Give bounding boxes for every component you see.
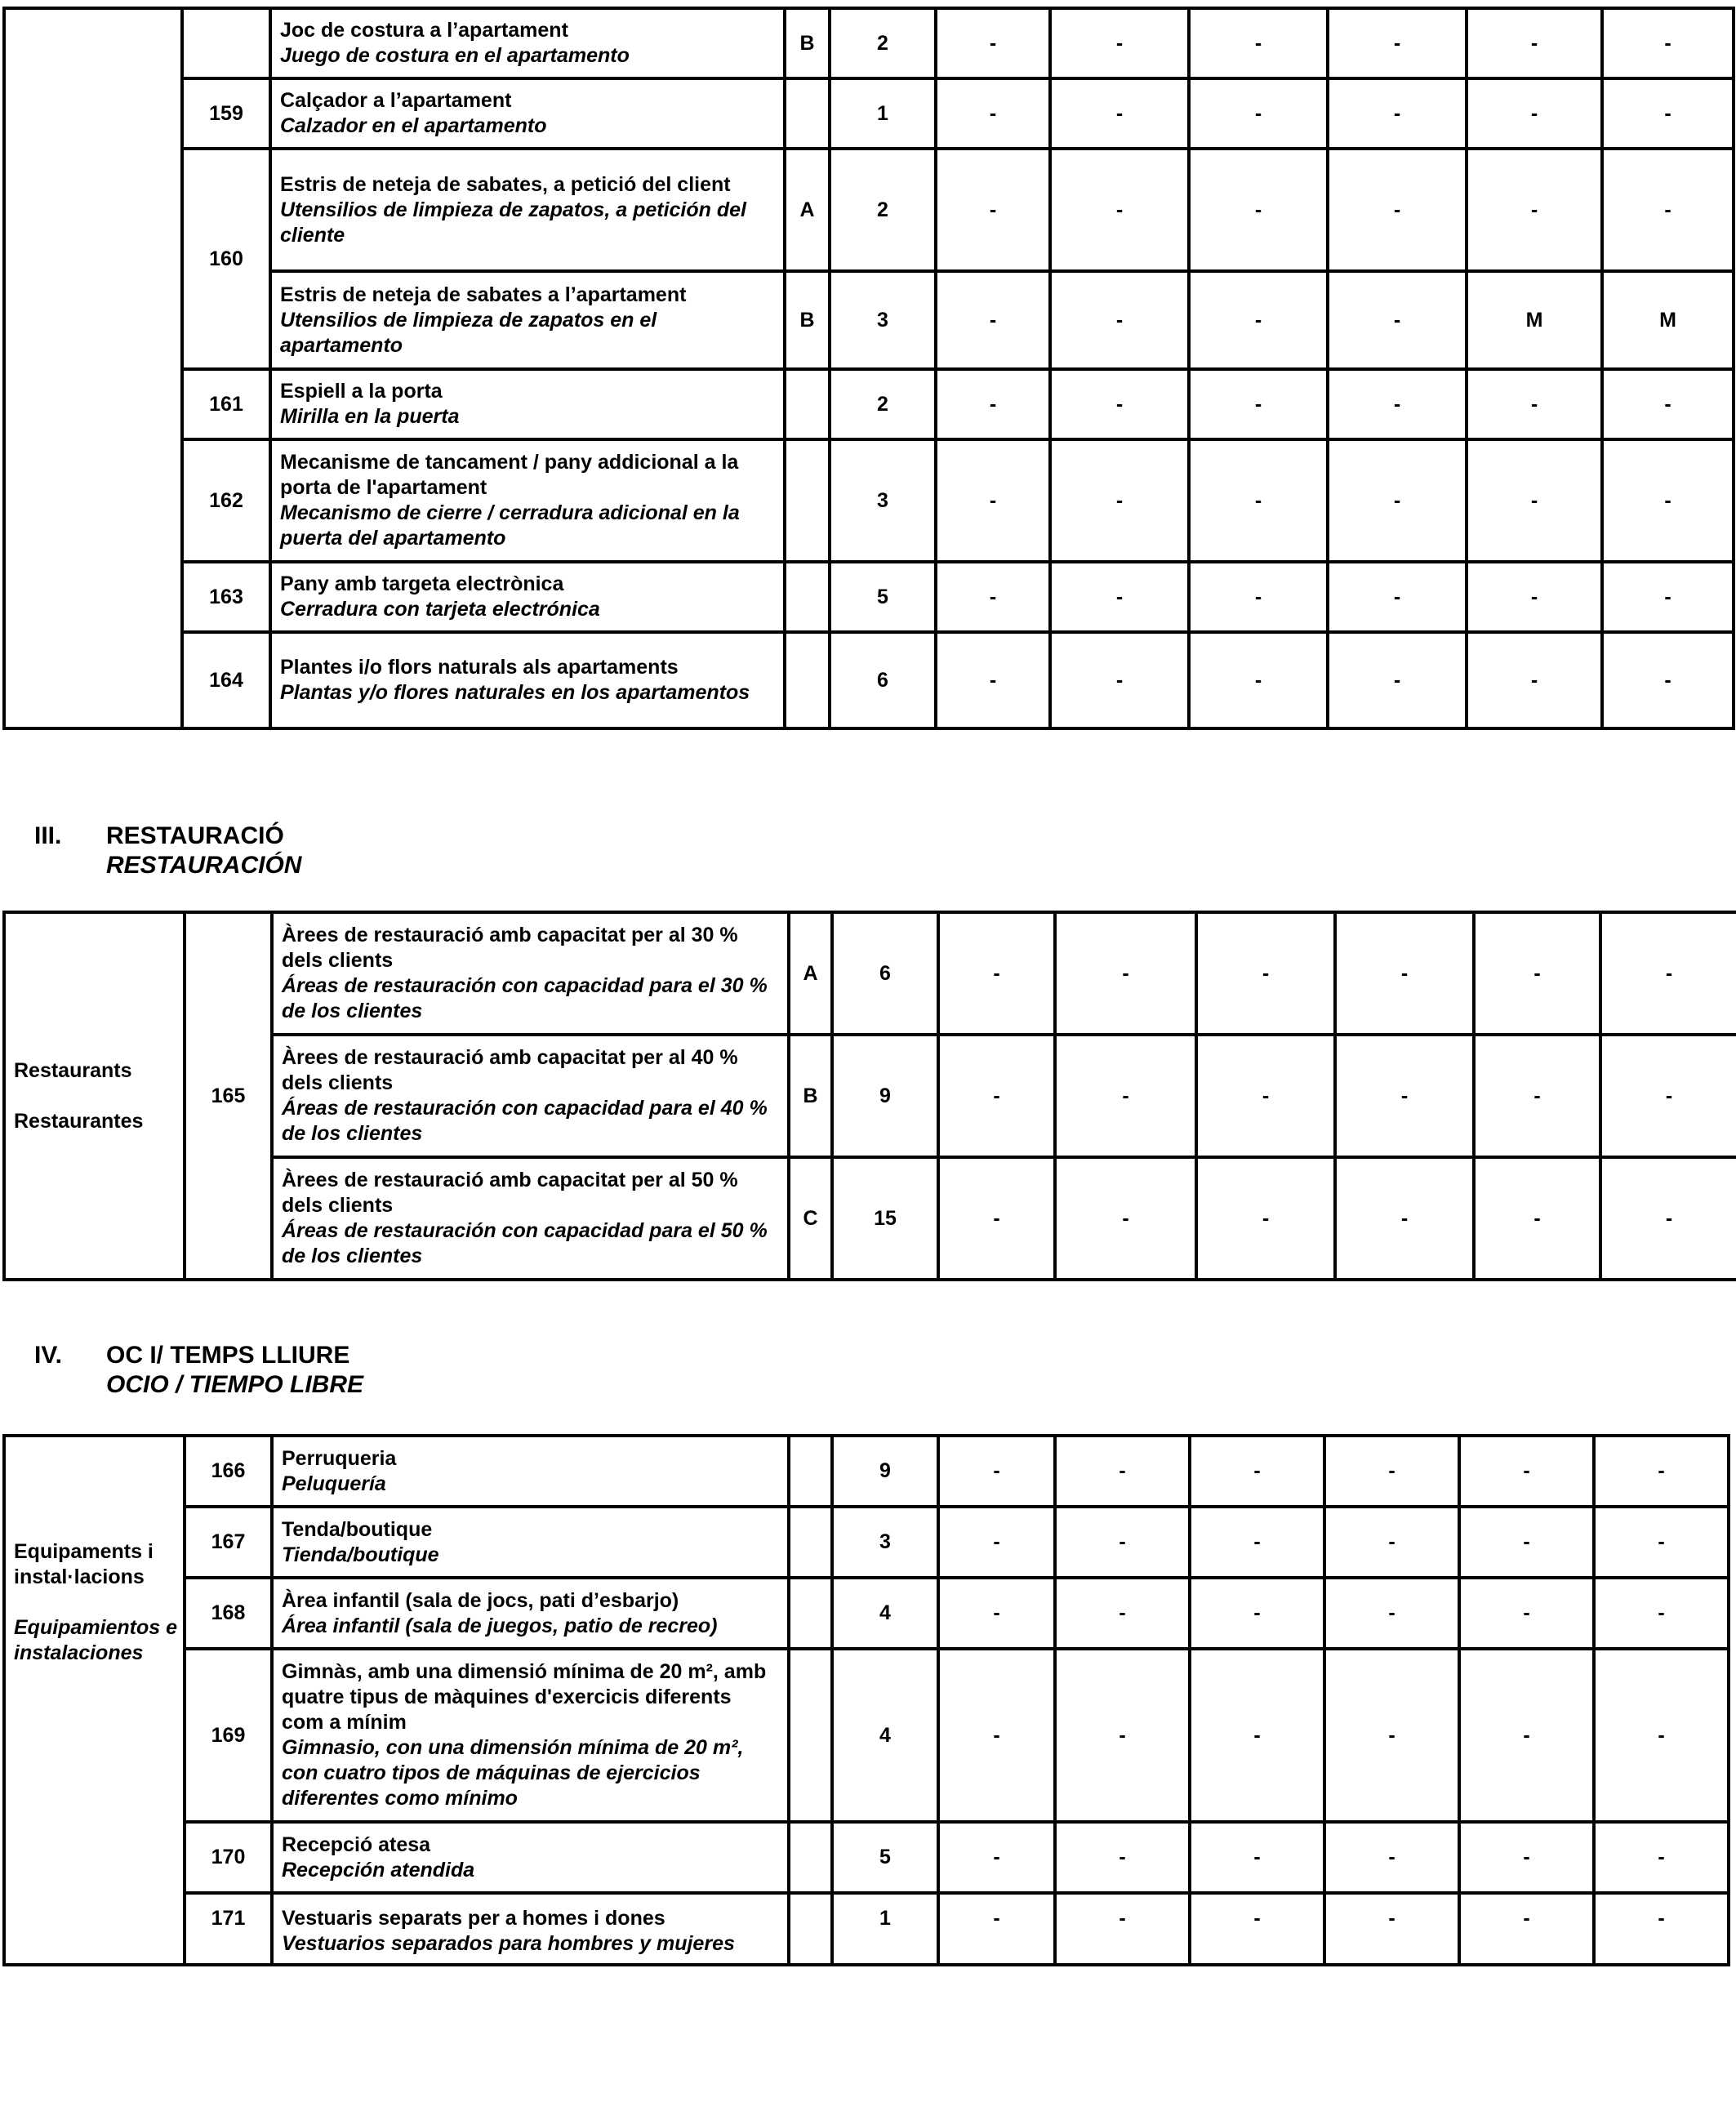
category-value: - [1594,1578,1729,1649]
option-letter [789,1578,832,1649]
description-ca: Plantes i/o flors naturals als apartaments [280,656,679,679]
option-letter [789,1649,832,1822]
category-value: - [1600,1035,1736,1157]
table-row [4,1822,1729,1893]
section-number: IV. [34,1342,62,1369]
category-value: - [1602,632,1734,728]
category-value: - [1189,271,1328,369]
item-description [270,78,785,149]
category-value: - [1467,369,1602,439]
category-cell-empty [4,8,182,728]
points-value: 5 [832,1822,938,1893]
category-value: - [1055,1578,1190,1649]
points-value: 9 [832,1436,938,1507]
item-description [272,1578,789,1649]
category-value: - [936,78,1050,149]
points-value: 3 [832,1507,938,1578]
item-number: 166 [185,1436,272,1507]
description-es: Vestuarios separados para hombres y mujeres [282,1932,735,1955]
description-ca: Vestuaris separats per a homes i dones [282,1907,665,1930]
category-value: - [1328,632,1467,728]
option-letter [789,1893,832,1965]
description-ca: Mecanisme de tancament / pany addicional a la porta de l'apartament [280,451,739,499]
table-row [4,1578,1729,1649]
category-value: - [1050,8,1189,78]
item-description [272,1507,789,1578]
category-value: - [1055,1157,1196,1280]
category-value: - [1190,1436,1324,1507]
category-value: - [1335,1157,1474,1280]
category-value: - [1050,271,1189,369]
category-value: - [1467,8,1602,78]
category-label-es: Restaurantes [14,1109,144,1133]
category-value: M [1602,271,1734,369]
category-value: - [1594,1649,1729,1822]
category-value: - [1324,1436,1459,1507]
category-value: - [1189,369,1328,439]
description-ca: Pany amb targeta electrònica [280,572,564,595]
table-row [4,632,1734,728]
item-number: 169 [185,1649,272,1822]
points-value: 1 [832,1893,938,1965]
category-value: - [1474,1157,1600,1280]
category-cell [4,912,185,1280]
category-value: - [1459,1649,1594,1822]
points-value: 5 [830,562,936,632]
category-value: - [1189,8,1328,78]
option-letter [785,562,830,632]
description-ca: Estris de neteja de sabates a l’apartament [280,283,687,306]
option-letter [789,1822,832,1893]
item-number: 162 [182,439,270,562]
category-value: - [938,1578,1055,1649]
item-number: 167 [185,1507,272,1578]
category-value: - [1459,1822,1594,1893]
description-ca: Espiell a la porta [280,380,443,403]
item-description [272,1157,789,1280]
option-letter [785,369,830,439]
description-es: Área infantil (sala de juegos, patio de recreo) [282,1614,718,1637]
points-value: 3 [830,271,936,369]
item-description [270,369,785,439]
category-value: - [1196,1157,1335,1280]
category-label-ca: Equipaments i instal·lacions [14,1539,154,1588]
category-value: - [936,149,1050,271]
points-value: 4 [832,1649,938,1822]
item-number: 171 [185,1893,272,1965]
points-value: 2 [830,149,936,271]
option-letter: B [785,8,830,78]
table-restauracio [2,911,1736,1281]
category-value: - [938,1822,1055,1893]
category-value: - [1467,149,1602,271]
option-letter: A [789,912,832,1035]
category-value: - [936,8,1050,78]
category-value: - [1459,1436,1594,1507]
item-description [272,1035,789,1157]
category-value: - [1328,369,1467,439]
points-value: 1 [830,78,936,149]
option-letter: B [789,1035,832,1157]
table-row [4,1649,1729,1822]
category-value: - [938,1436,1055,1507]
category-value: - [936,439,1050,562]
description-es: Áreas de restauración con capacidad para el 50 % de los clientes [282,1219,768,1267]
category-value: - [1328,149,1467,271]
option-letter [789,1507,832,1578]
category-value: - [1467,439,1602,562]
section-title-es: RESTAURACIÓN [106,852,302,879]
item-number: 164 [182,632,270,728]
category-value: - [1055,1893,1190,1965]
description-es: Áreas de restauración con capacidad para el 30 % de los clientes [282,974,768,1022]
category-value: - [1196,1035,1335,1157]
category-value: - [1050,369,1189,439]
description-es: Mirilla en la puerta [280,405,460,428]
category-value: - [938,912,1055,1035]
option-letter [785,632,830,728]
item-description [272,912,789,1035]
category-value: - [936,562,1050,632]
category-value: - [1594,1822,1729,1893]
section-number: III. [34,822,62,849]
item-description [270,632,785,728]
category-value: - [1335,1035,1474,1157]
category-value: - [1594,1507,1729,1578]
description-es: Utensilios de limpieza de zapatos, a petición del cliente [280,198,746,247]
description-ca: Àrees de restauració amb capacitat per al 50 % dels clients [282,1169,738,1217]
item-number: 160 [182,149,270,369]
points-value: 9 [832,1035,938,1157]
item-description [270,271,785,369]
category-value: - [1190,1507,1324,1578]
category-value: - [1328,271,1467,369]
points-value: 6 [832,912,938,1035]
item-number: 165 [185,912,272,1280]
table-row [4,8,1734,78]
category-value: - [1328,562,1467,632]
table-row [4,1893,1729,1965]
category-value: - [1050,78,1189,149]
category-value: - [1594,1893,1729,1965]
points-value: 6 [830,632,936,728]
section-title-ca: OC I/ TEMPS LLIURE [106,1342,350,1369]
description-es: Áreas de restauración con capacidad para el 40 % de los clientes [282,1097,768,1145]
category-value: - [1328,439,1467,562]
description-es: Calzador en el apartamento [280,114,547,137]
category-value: - [1467,632,1602,728]
description-ca: Àrees de restauració amb capacitat per al 40 % dels clients [282,1046,738,1094]
description-ca: Recepció atesa [282,1833,431,1856]
category-label-es: Equipamientos e instalaciones [14,1615,178,1664]
category-value: - [936,271,1050,369]
category-value: - [1459,1578,1594,1649]
category-value: - [1602,369,1734,439]
category-value: - [938,1035,1055,1157]
description-ca: Àrea infantil (sala de jocs, pati d’esbarjo) [282,1588,679,1612]
category-value: - [1459,1507,1594,1578]
item-description [270,439,785,562]
category-value: - [1324,1822,1459,1893]
description-ca: Àrees de restauració amb capacitat per al 30 % dels clients [282,924,738,972]
table-oci-temps-lliure [2,1434,1730,1966]
table-row [4,78,1734,149]
item-description [272,1436,789,1507]
category-value: - [1190,1893,1324,1965]
description-es: Recepción atendida [282,1858,475,1882]
category-value: - [1474,1035,1600,1157]
category-cell [4,1436,185,1965]
points-value: 3 [830,439,936,562]
category-value: - [1600,1157,1736,1280]
description-ca: Gimnàs, amb una dimensió mínima de 20 m², amb quatre tipus de màquines d'exercicis diferents com a mínim [282,1660,767,1734]
option-letter [789,1436,832,1507]
category-value: - [1328,8,1467,78]
points-value: 2 [830,369,936,439]
category-value: - [938,1649,1055,1822]
description-es: Plantas y/o flores naturales en los apartamentos [280,681,750,704]
section-title-es: OCIO / TIEMPO LIBRE [106,1371,364,1398]
category-value: - [1055,1822,1190,1893]
category-value: - [1335,912,1474,1035]
description-es: Peluquería [282,1472,386,1495]
description-ca: Joc de costura a l’apartament [280,19,568,42]
category-value: - [1324,1578,1459,1649]
category-value: - [1189,632,1328,728]
option-letter: A [785,149,830,271]
table-row [4,1436,1729,1507]
points-value: 2 [830,8,936,78]
category-value: - [1055,1649,1190,1822]
category-value: - [1050,632,1189,728]
table-row [4,562,1734,632]
table-row [4,912,1736,1035]
category-value: - [1602,78,1734,149]
category-value: M [1467,271,1602,369]
category-value: - [1055,1436,1190,1507]
description-es: Gimnasio, con una dimensión mínima de 20 m², con cuatro tipos de máquinas de ejercicios diferentes como mínimo [282,1736,744,1810]
category-value: - [1328,78,1467,149]
option-letter [785,78,830,149]
item-description [270,149,785,271]
item-description [270,8,785,78]
category-value: - [938,1893,1055,1965]
category-value: - [1189,562,1328,632]
category-value: - [1055,1507,1190,1578]
category-value: - [1474,912,1600,1035]
section-title-ca: RESTAURACIÓ [106,822,284,849]
category-value: - [1324,1507,1459,1578]
description-es: Juego de costura en el apartamento [280,44,630,67]
table-apartment-services [2,7,1735,730]
category-value: - [1602,149,1734,271]
item-description [272,1893,789,1965]
category-value: - [1196,912,1335,1035]
category-value: - [1594,1436,1729,1507]
category-value: - [1600,912,1736,1035]
category-value: - [1055,1035,1196,1157]
description-ca: Perruqueria [282,1446,397,1470]
table-row [4,369,1734,439]
item-description [270,562,785,632]
category-value: - [1467,78,1602,149]
item-number [182,8,270,78]
description-es: Cerradura con tarjeta electrónica [280,598,600,621]
description-ca: Estris de neteja de sabates, a petició del client [280,172,731,196]
category-value: - [938,1507,1055,1578]
option-letter [785,439,830,562]
category-value: - [1190,1578,1324,1649]
category-value: - [1602,562,1734,632]
item-description [272,1649,789,1822]
category-label-ca: Restaurants [14,1058,132,1082]
description-es: Mecanismo de cierre / cerradura adicional en la puerta del apartamento [280,501,740,550]
category-value: - [1467,562,1602,632]
item-number: 159 [182,78,270,149]
option-letter: C [789,1157,832,1280]
category-value: - [938,1157,1055,1280]
category-value: - [1050,149,1189,271]
category-value: - [1189,78,1328,149]
description-ca: Tenda/boutique [282,1517,433,1541]
points-value: 15 [832,1157,938,1280]
item-description [272,1822,789,1893]
item-number: 163 [182,562,270,632]
description-es: Tienda/boutique [282,1543,439,1566]
table-row [4,149,1734,271]
description-es: Utensilios de limpieza de zapatos en el apartamento [280,308,657,357]
category-value: - [1324,1649,1459,1822]
table-row [4,439,1734,562]
category-value: - [936,369,1050,439]
description-ca: Calçador a l’apartament [280,89,512,112]
item-number: 161 [182,369,270,439]
category-value: - [1324,1893,1459,1965]
option-letter: B [785,271,830,369]
points-value: 4 [832,1578,938,1649]
item-number: 168 [185,1578,272,1649]
category-value: - [1190,1822,1324,1893]
category-value: - [1050,562,1189,632]
category-value: - [1602,8,1734,78]
category-value: - [1190,1649,1324,1822]
category-value: - [1189,439,1328,562]
category-value: - [936,632,1050,728]
category-value: - [1189,149,1328,271]
category-value: - [1459,1893,1594,1965]
table-row [4,1507,1729,1578]
category-value: - [1602,439,1734,562]
category-value: - [1050,439,1189,562]
item-number: 170 [185,1822,272,1893]
category-value: - [1055,912,1196,1035]
